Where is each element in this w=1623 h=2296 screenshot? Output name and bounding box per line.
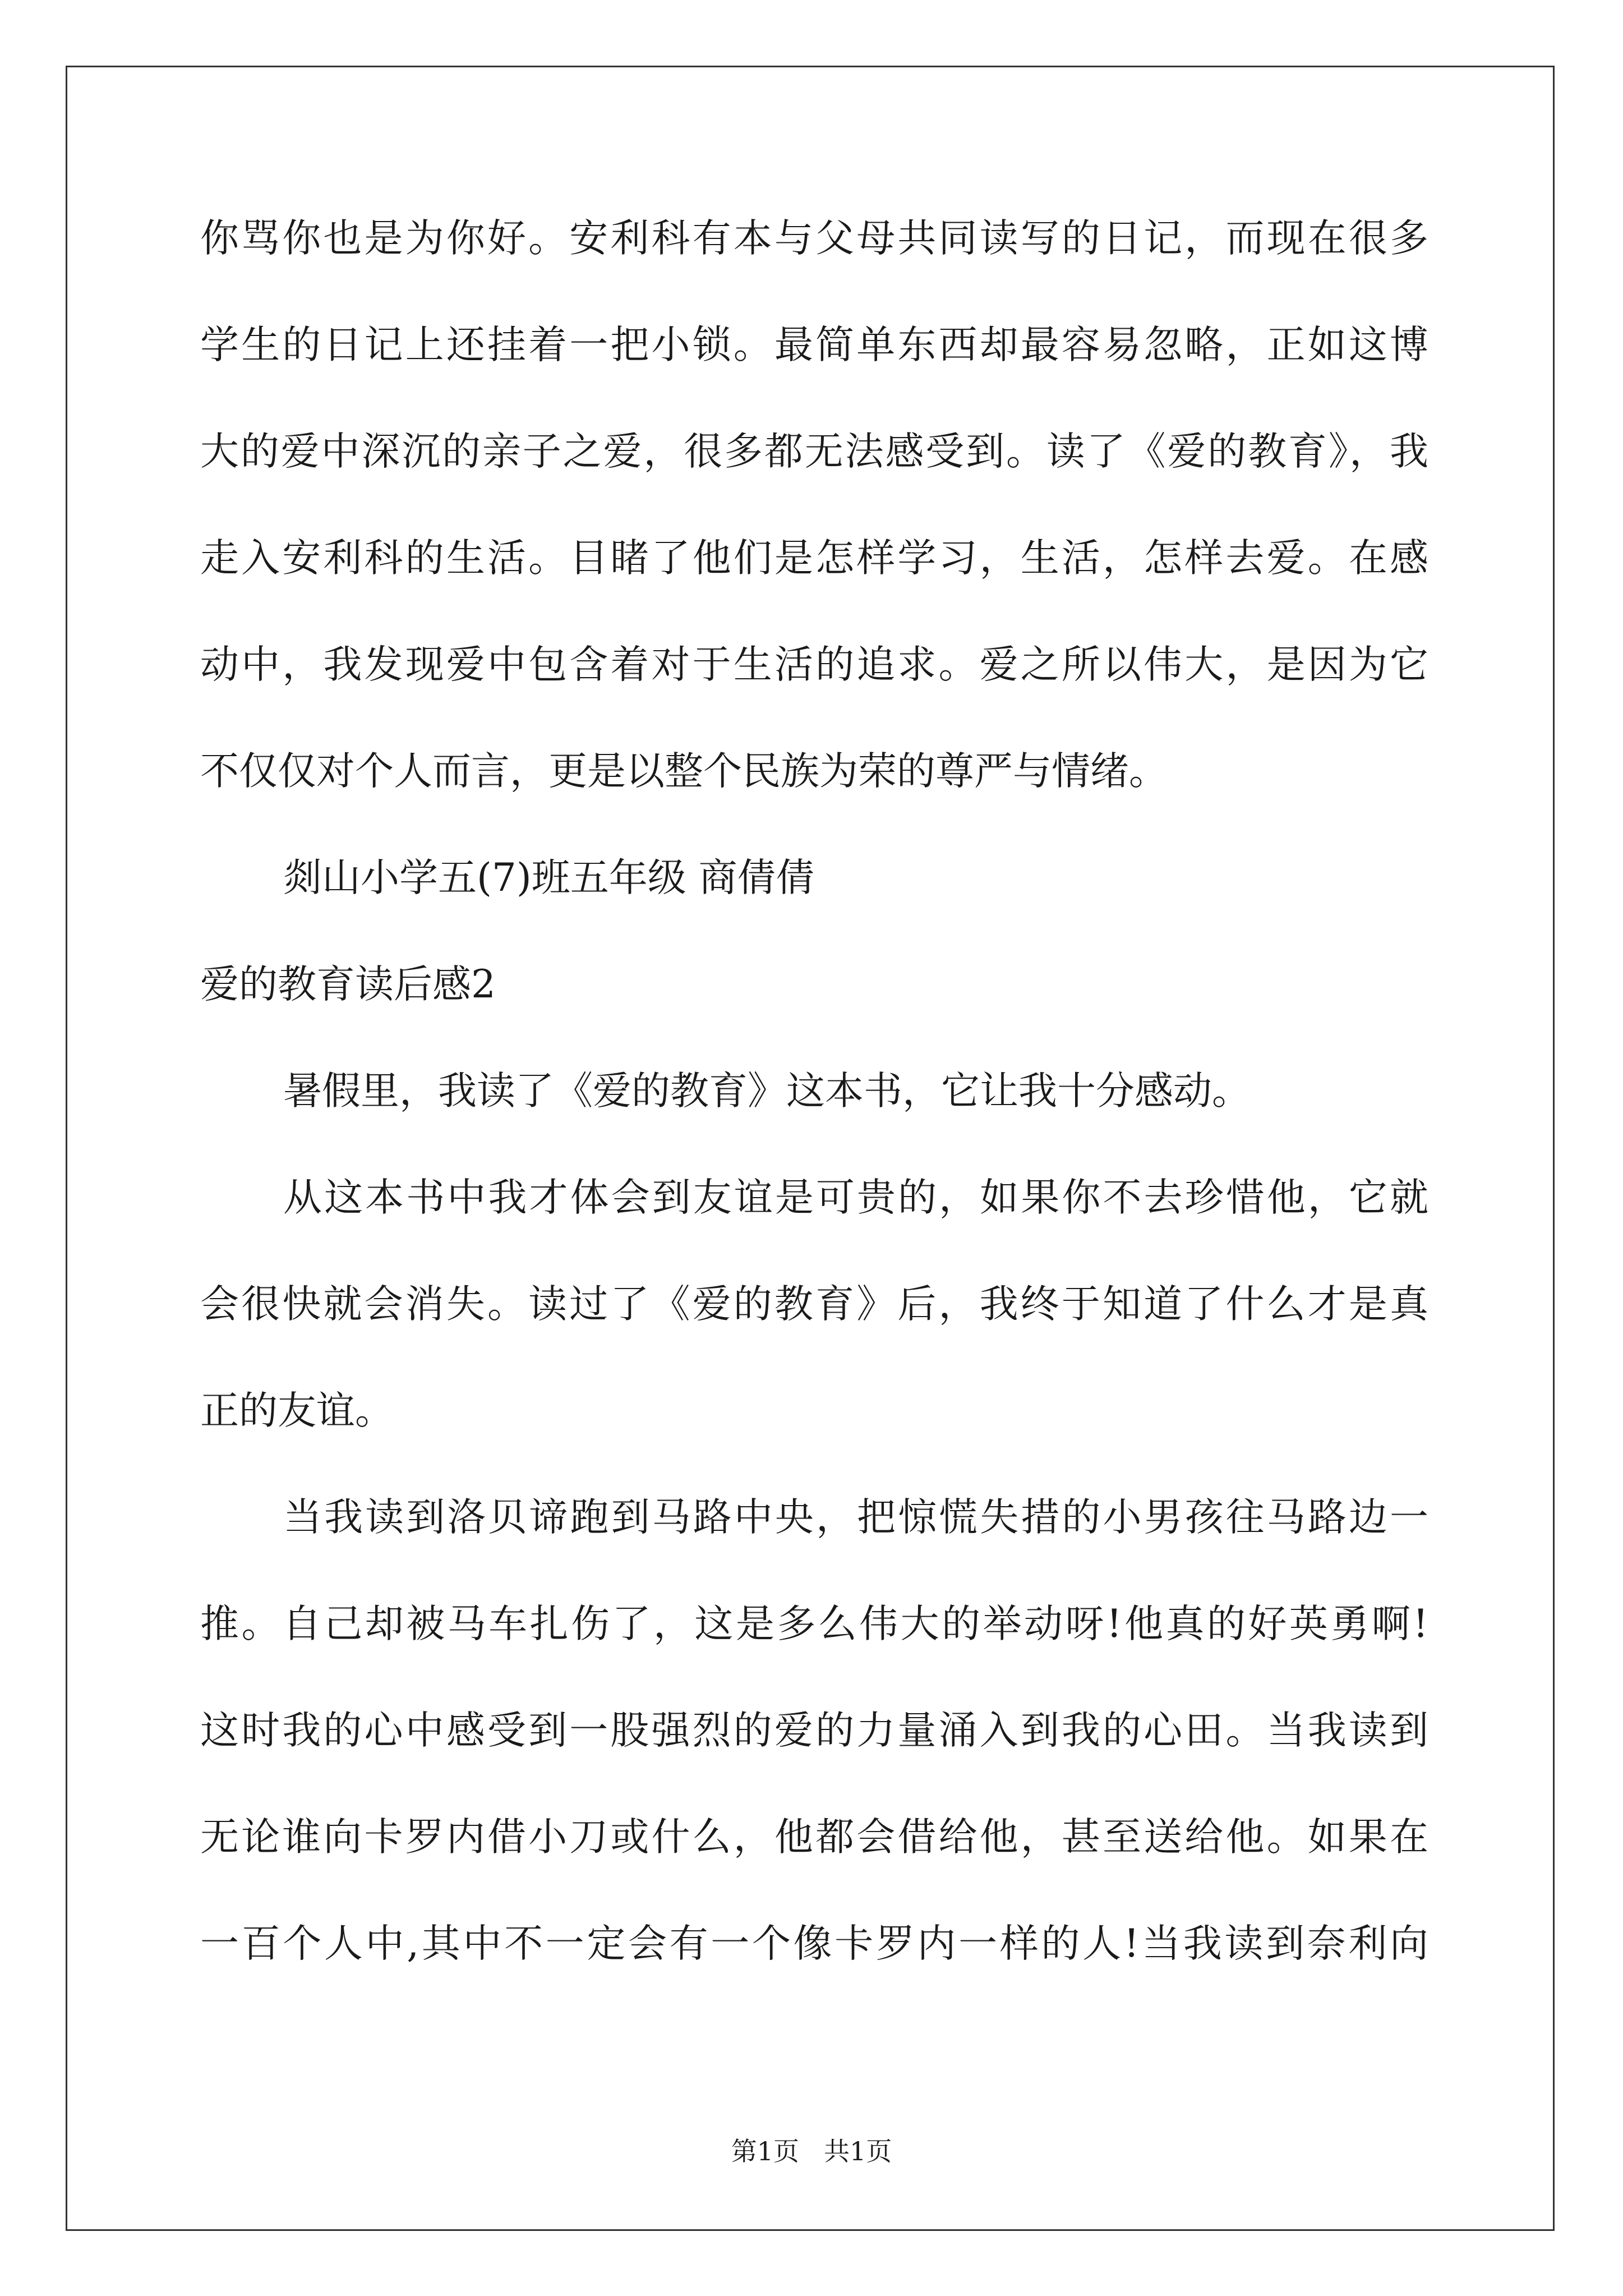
document-body: [200, 185, 1428, 1997]
text-line: 大的爱中深沉的亲子之爱，很多都无法感受到。读了《爱的教育》，我: [200, 429, 1428, 474]
text-line: 这时我的心中感受到一股强烈的爱的力量涌入到我的心田。当我读到: [200, 1708, 1428, 1753]
section-title: 爱的教育读后感2: [200, 962, 496, 1007]
text-line: 不仅仅对个人而言，更是以整个民族为荣的尊严与情绪。: [200, 749, 1168, 794]
text-line: 无论谁向卡罗内借小刀或什么，他都会借给他，甚至送给他。如果在: [200, 1815, 1428, 1860]
page-number: 第1页: [731, 2136, 799, 2166]
page-footer: [0, 2134, 1623, 2168]
text-line: 你骂你也是为你好。安利科有本与父母共同读写的日记，而现在很多: [200, 216, 1428, 261]
text-line: 会很快就会消失。读过了《爱的教育》后，我终于知道了什么才是真: [200, 1282, 1428, 1327]
text-line: 暑假里，我读了《爱的教育》这本书，它让我十分感动。: [283, 1069, 1251, 1114]
text-line: 正的友谊。: [200, 1388, 394, 1433]
text-line: 动中，我发现爱中包含着对于生活的追求。爱之所以伟大，是因为它: [200, 642, 1428, 687]
author-signature: 剡山小学五(7)班五年级 商倩倩: [283, 855, 815, 900]
text-line: 一百个人中,其中不一定会有一个像卡罗内一样的人!当我读到奈利向: [200, 1921, 1428, 1966]
text-line: 从这本书中我才体会到友谊是可贵的，如果你不去珍惜他，它就: [283, 1175, 1428, 1220]
text-line: 推。自己却被马车扎伤了，这是多么伟大的举动呀!他真的好英勇啊!: [200, 1602, 1428, 1646]
text-line: 当我读到洛贝谛跑到马路中央，把惊慌失措的小男孩往马路边一: [283, 1495, 1428, 1540]
text-line: 走入安利科的生活。目睹了他们是怎样学习，生活，怎样去爱。在感: [200, 536, 1428, 581]
text-line: 学生的日记上还挂着一把小锁。最简单东西却最容易忽略，正如这博: [200, 323, 1428, 367]
page-total: 共1页: [824, 2136, 892, 2166]
